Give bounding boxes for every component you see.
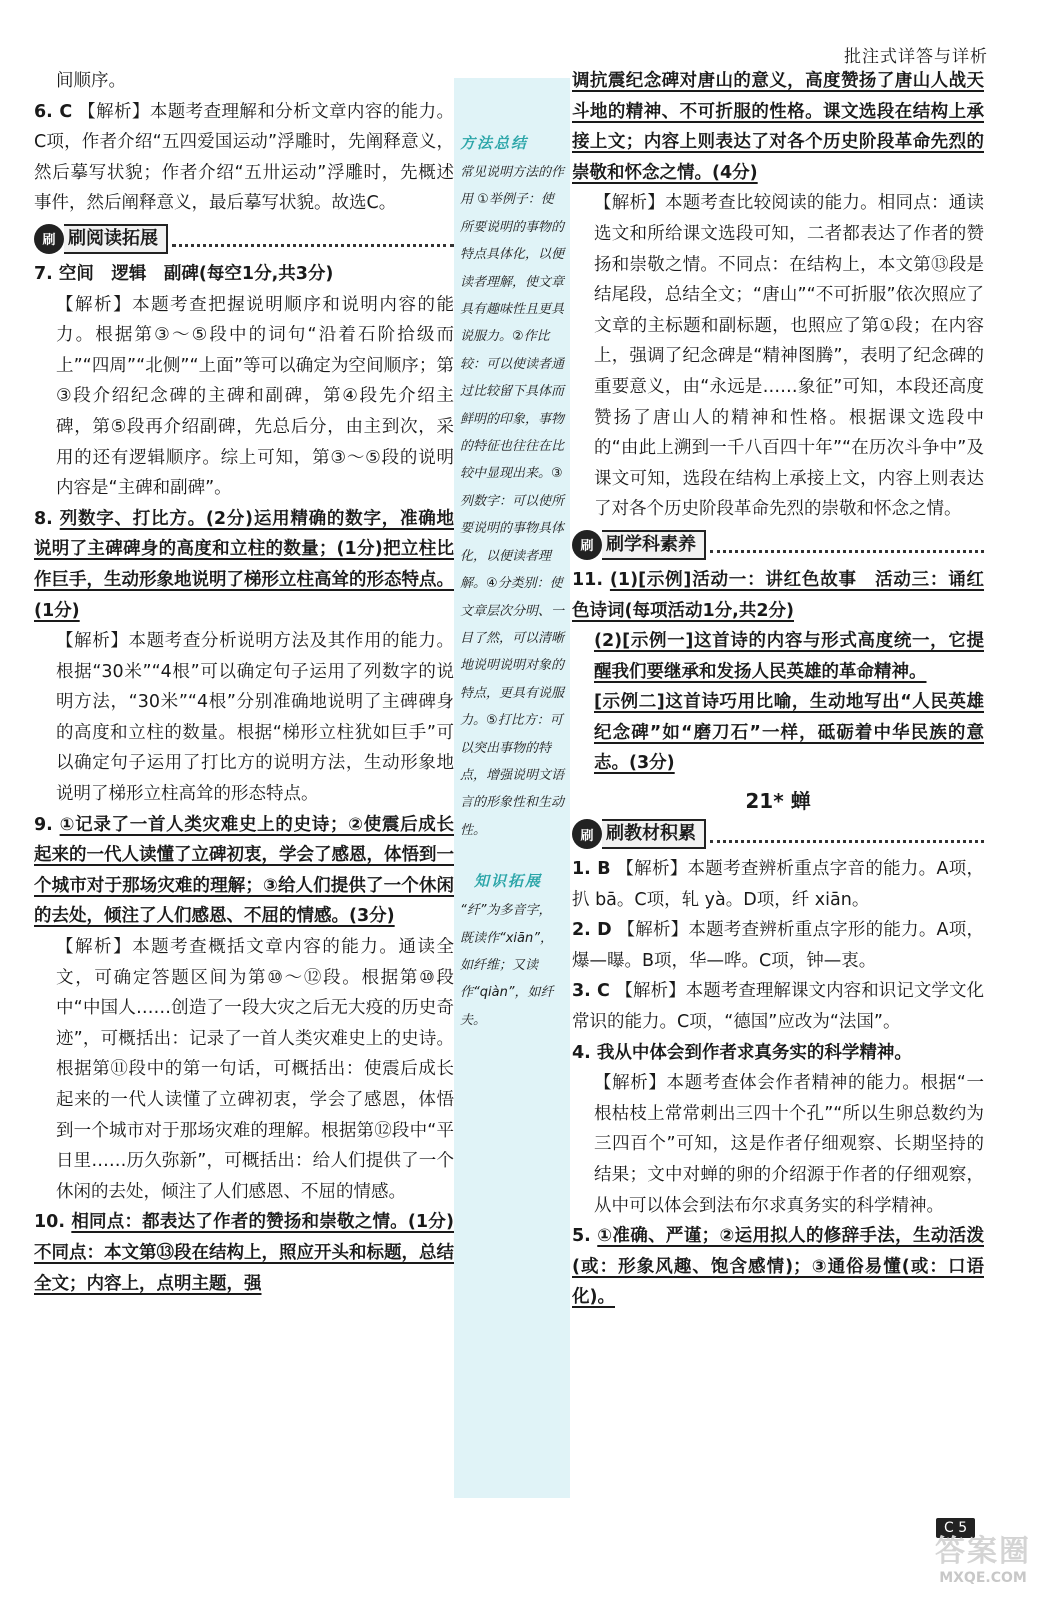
question-4-answer	[572, 1038, 984, 1069]
chapter-title: 21* 蝉	[745, 789, 811, 814]
answer-text: 调抗震纪念碑对唐山的意义，高度赞扬了唐山人战天斗地的精神、不可折服的性格。课文选段在结构上承接上文；内容上则表达了对各个历史阶段革命先烈的崇敬和怀念之情。(4分)	[572, 71, 984, 183]
question-number: 10.	[34, 1212, 66, 1233]
right-column	[572, 66, 984, 1313]
question-11-answer-c	[572, 687, 984, 779]
answer-text: (2)[示例一]这首诗的内容与形式高度统一，它提醒我们要继承和发扬人民英雄的革命精神。	[594, 631, 984, 682]
section-title: 刷阅读拓展	[64, 224, 168, 254]
answer-text: 我从中体会到作者求真务实的科学精神。	[596, 1042, 912, 1063]
question-number: 2. D	[572, 920, 612, 941]
dotted-divider	[710, 826, 984, 843]
margin-notes	[454, 78, 570, 1498]
answer-text: [示例二]这首诗巧用比喻，生动地写出“人民英雄纪念碑”如“磨刀石”一样，砥砺着中华民族的意志。(3分)	[594, 692, 984, 774]
analysis-text: 【解析】本题考查辨析重点字音的能力。A项，扒 bā。C项，轧 yà。D项，纤 xiān。	[572, 859, 984, 910]
analysis-text: 【解析】本题考查辨析重点字形的能力。A项，爆—曝。B项，华—哗。C项，钟—衷。	[572, 920, 984, 971]
section-header-reading	[34, 223, 454, 255]
question-number: 7.	[34, 263, 53, 284]
question-number: 9.	[34, 814, 53, 835]
brush-icon: 刷	[34, 224, 64, 254]
section-title: 刷教材积累	[602, 819, 706, 849]
answer-text: ①准确、严谨；②运用拟人的修辞手法，生动活泼(或：形象风趣、饱含感情)；③通俗易懂(或：口语化)。	[572, 1226, 984, 1308]
question-8-answer	[34, 504, 454, 626]
question-9-analysis: 【解析】本题考查概括文章内容的能力。通读全文，可确定答题区间为第⑩～⑫段。根据第⑩段中“中国人……创造了一段大灾之后无大疫的历史奇迹”，可概括出：记录了一首人类灾难史上的史诗。根据第⑪段中的第一句话，可概括出：使震后成长起来的一代人读懂了立碑初衷，学会了感恩，体悟到一个城市对于那场灾难的理解。根据第⑫段中“平日里……历久弥新”，可概括出：给人们提供了一个休闲的去处，倾注了人们感恩、不屈的情感。	[56, 937, 454, 1202]
question-number: 3. C	[572, 981, 610, 1002]
answer-text: 空间 逻辑 副碑(每空1分,共3分)	[58, 263, 334, 284]
section-title: 刷学科素养	[602, 530, 706, 560]
question-2	[572, 915, 984, 976]
question-10-answer	[34, 1207, 454, 1299]
header-title: 批注式详答与详析	[844, 47, 988, 67]
analysis-text: 【解析】本题考查理解和分析文章内容的能力。C项，作者介绍“五四爱国运动”浮雕时，先阐释意义，然后摹写状貌；作者介绍“五卅运动”浮雕时，先概述事件，然后阐释意义，最后摹写状貌。故选C。	[34, 101, 454, 214]
question-number: 4.	[572, 1042, 591, 1063]
dotted-divider	[172, 230, 454, 247]
question-6	[34, 97, 454, 219]
question-7-analysis: 【解析】本题考查把握说明顺序和说明内容的能力。根据第③～⑤段中的词句“沿着石阶拾级而上”“四周”“北侧”“上面”等可以确定为空间顺序；第③段介绍纪念碑的主碑和副碑，第④段先介绍主碑，第⑤段再介绍副碑，先总后分，由主到次，采用的还有逻辑顺序。综上可知，第③～⑤段的说明内容是“主碑和副碑”。	[56, 294, 454, 499]
question-4-analysis: 【解析】本题考查体会作者精神的能力。根据“一根枯枝上常常刺出三四十个孔”“所以生卵总数约为三四百个”可知，这是作者仔细观察、长期坚持的结果；文中对蝉的卵的介绍源于作者的仔细观察，从中可以体会到法布尔求真务实的科学精神。	[594, 1073, 984, 1216]
question-1	[572, 854, 984, 915]
question-11-answer-b	[572, 626, 984, 687]
page-number: C 5	[936, 1518, 975, 1538]
question-11-answer-a	[572, 565, 984, 626]
left-column	[34, 66, 454, 1299]
watermark-logo: 答案圈 MXQE.COM	[935, 1534, 1031, 1586]
brush-icon: 刷	[572, 819, 602, 849]
question-8-analysis: 【解析】本题考查分析说明方法及其作用的能力。根据“30米”“4根”可以确定句子运用了列数字的说明方法，“30米”“4根”分别准确地说明了主碑碑身的高度和立柱的数量。根据“梯形立柱犹如巨手”可以确定句子运用了打比方的说明方法，生动形象地说明了梯形立柱高耸的形态特点。	[56, 631, 454, 805]
question-9-answer	[34, 810, 454, 932]
knowledge-extension-title: 知识拓展	[474, 872, 543, 891]
section-header-textbook	[572, 818, 984, 850]
question-10-analysis: 【解析】本题考查比较阅读的能力。相同点：通读选文和所给课文选段可知，二者都表达了作者的赞扬和崇敬之情。不同点：在结构上，本文第⑬段是结尾段，总结全文；“唐山”“不可折服”依次照应了文章的主标题和副标题，也照应了第①段；在内容上，强调了纪念碑是“精神图腾”，表明了纪念碑的重要意义，由“永远是……象征”可知，本段还高度赞扬了唐山人的精神和性格。根据课文选段中的“由此上溯到一千八百四十年”“在历次斗争中”及课文可知，选段在结构上承接上文，内容上则表达了对各个历史阶段革命先烈的崇敬和怀念之情。	[594, 193, 984, 520]
question-number: 8.	[34, 508, 53, 529]
answer-text: 列数字、打比方。(2分)运用精确的数字，准确地说明了主碑碑身的高度和立柱的数量；(1分)把立柱比作巨手，生动形象地说明了梯形立柱高耸的形态特点。(1分)	[34, 508, 455, 621]
section-header-literacy	[572, 529, 984, 561]
brush-icon: 刷	[572, 530, 602, 560]
question-7-answer	[34, 259, 454, 290]
analysis-text: 【解析】本题考查理解课文内容和识记文学文化常识的能力。C项，“德国”应改为“法国”。	[572, 981, 985, 1033]
question-number: 6. C	[34, 101, 73, 122]
continued-text: 间顺序。	[56, 71, 126, 91]
question-number: 5.	[572, 1226, 591, 1247]
answer-text: (1)[示例]活动一：讲红色故事 活动三：诵红色诗词(每项活动1分,共2分)	[572, 569, 985, 621]
knowledge-extension-text: “纤”为多音字，既读作“xiān”，如纤维；又读作“qiàn”，如纤夫。	[460, 903, 554, 1028]
question-10-answer-continued	[572, 66, 984, 188]
question-5-answer	[572, 1221, 984, 1313]
question-number: 1. B	[572, 859, 611, 880]
method-summary-text: 常见说明方法的作用 ①举例子：使所要说明的事物的特点具体化，以便读者理解，使文章具有趣味性且更具说服力。②作比较：可以使读者通过比较留下具体而鲜明的印象，事物的特征也往往在比较中显现出来。③列数字：可以使所要说明的事物具体化，以便读者理解。④分类别：使文章层次分明、一目了然，可以清晰地说明说明对象的特点，更具有说服力。⑤打比方：可以突出事物的特点，增强说明文语言的形象性和生动性。	[460, 165, 565, 838]
dotted-divider	[710, 536, 984, 553]
answer-text: 相同点：都表达了作者的赞扬和崇敬之情。(1分)不同点：本文第⑬段在结构上，照应开头和标题，总结全文；内容上，点明主题，强	[34, 1212, 455, 1294]
question-number: 11.	[572, 569, 604, 590]
answer-text: ①记录了一首人类灾难史上的史诗；②使震后成长起来的一代人读懂了立碑初衷，学会了感恩，体悟到一个城市对于那场灾难的理解；③给人们提供了一个休闲的去处，倾注了人们感恩、不屈的情感。(3分)	[34, 814, 454, 927]
method-summary-title: 方法总结	[460, 134, 529, 152]
question-3	[572, 976, 984, 1037]
